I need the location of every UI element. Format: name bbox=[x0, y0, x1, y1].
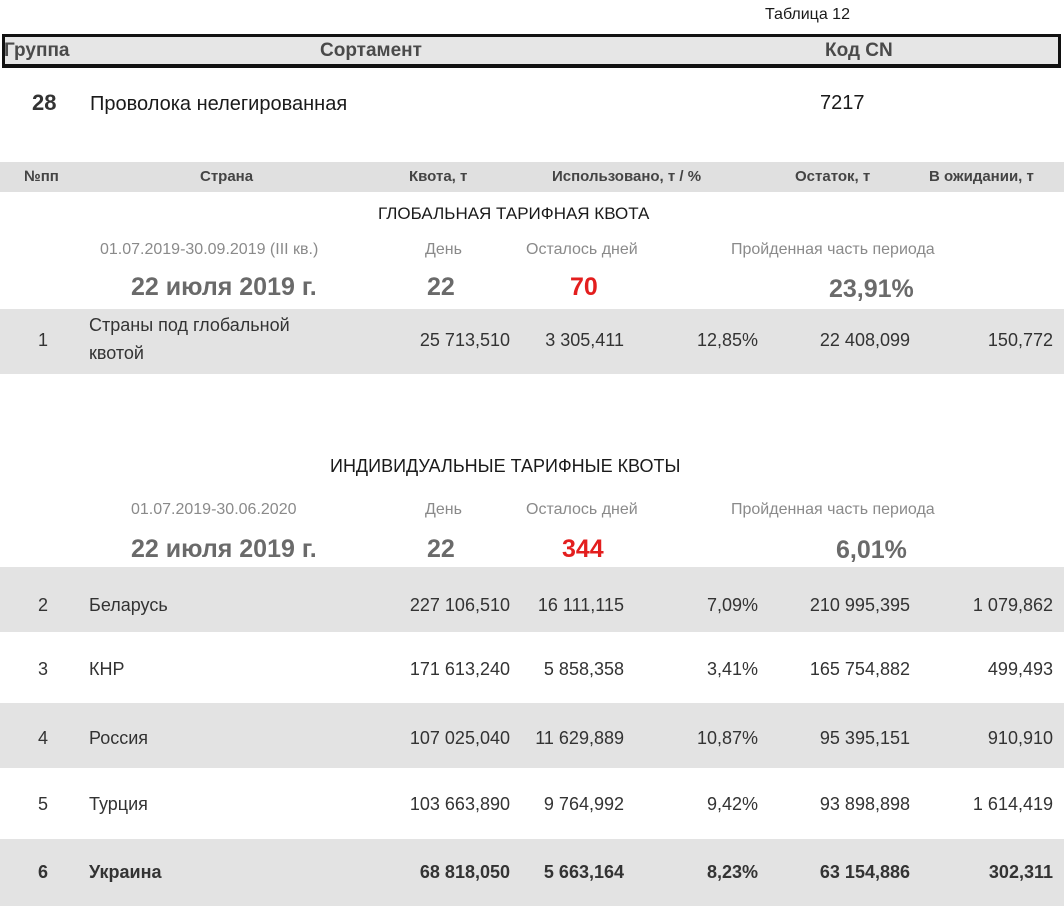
individual-date: 22 июля 2019 г. bbox=[131, 535, 317, 563]
row-pct: 7,09% bbox=[706, 595, 758, 615]
assortment-header: Сортамент bbox=[320, 40, 422, 61]
column-header-row bbox=[0, 162, 1064, 192]
row-rest: 93 898,898 bbox=[819, 794, 910, 814]
row-no: 1 bbox=[38, 330, 49, 350]
row-no: 6 bbox=[38, 862, 49, 882]
individual-day-label: День bbox=[425, 501, 462, 518]
row-rest: 22 408,099 bbox=[819, 330, 910, 350]
row-rest: 95 395,151 bbox=[819, 728, 910, 748]
row-quota: 25 713,510 bbox=[419, 330, 510, 350]
row-pct: 9,42% bbox=[706, 794, 758, 814]
individual-passed: 6,01% bbox=[836, 536, 907, 564]
row-pct: 10,87% bbox=[696, 728, 758, 748]
individual-days-left-label: Осталось дней bbox=[526, 501, 638, 518]
individual-period: 01.07.2019-30.06.2020 bbox=[131, 501, 297, 518]
table-row bbox=[0, 703, 1064, 768]
row-country: КНР bbox=[89, 659, 125, 679]
row-pending: 1 614,419 bbox=[972, 794, 1053, 814]
col-pending: В ожидании, т bbox=[929, 168, 1034, 185]
global-days-left-label: Осталось дней bbox=[526, 241, 638, 258]
row-no: 2 bbox=[38, 595, 49, 615]
table-row bbox=[0, 309, 1064, 374]
row-used: 9 764,992 bbox=[543, 794, 624, 814]
row-used: 3 305,411 bbox=[545, 330, 624, 350]
table-header-bar bbox=[2, 34, 1061, 68]
col-no: №пп bbox=[24, 168, 59, 185]
global-day: 22 bbox=[427, 273, 455, 301]
individual-passed-label: Пройденная часть периода bbox=[731, 501, 935, 518]
table-row bbox=[0, 567, 1064, 632]
row-quota: 107 025,040 bbox=[409, 728, 510, 748]
table-row bbox=[0, 634, 1064, 699]
row-country: Россия bbox=[89, 728, 149, 748]
individual-quota-title: ИНДИВИДУАЛЬНЫЕ ТАРИФНЫЕ КВОТЫ bbox=[330, 456, 681, 476]
row-no: 3 bbox=[38, 659, 49, 679]
table-number-label: Таблица 12 bbox=[765, 6, 850, 23]
global-date: 22 июля 2019 г. bbox=[131, 273, 317, 301]
row-pct: 12,85% bbox=[696, 330, 758, 350]
row-rest: 165 754,882 bbox=[809, 659, 910, 679]
row-no: 5 bbox=[38, 794, 49, 814]
product-name: Проволока нелегированная bbox=[90, 93, 348, 115]
group-number: 28 bbox=[32, 90, 57, 115]
row-used: 11 629,889 bbox=[535, 728, 624, 748]
row-country: Украина bbox=[89, 862, 162, 882]
cn-code-value: 7217 bbox=[820, 92, 865, 114]
global-passed: 23,91% bbox=[829, 275, 914, 303]
col-quota: Квота, т bbox=[409, 168, 468, 185]
global-quota-title: ГЛОБАЛЬНАЯ ТАРИФНАЯ КВОТА bbox=[378, 204, 650, 223]
global-passed-label: Пройденная часть периода bbox=[731, 241, 935, 258]
row-pending: 910,910 bbox=[987, 728, 1053, 748]
col-rest: Остаток, т bbox=[795, 168, 871, 185]
row-country-line2: квотой bbox=[89, 343, 144, 363]
row-pct: 3,41% bbox=[706, 659, 758, 679]
table-row bbox=[0, 771, 1064, 836]
individual-days-left: 344 bbox=[562, 535, 604, 563]
global-day-label: День bbox=[425, 241, 462, 258]
row-no: 4 bbox=[38, 728, 49, 748]
row-pending: 150,772 bbox=[987, 330, 1053, 350]
cn-code-header: Код CN bbox=[825, 40, 893, 61]
table-row bbox=[0, 839, 1064, 906]
col-country: Страна bbox=[200, 168, 254, 185]
row-country: Страны под глобальной bbox=[89, 315, 290, 335]
row-used: 16 111,115 bbox=[537, 595, 624, 615]
row-pct: 8,23% bbox=[706, 862, 758, 882]
row-rest: 210 995,395 bbox=[809, 595, 910, 615]
row-pending: 1 079,862 bbox=[972, 595, 1053, 615]
global-period: 01.07.2019-30.09.2019 (III кв.) bbox=[100, 241, 319, 258]
row-rest: 63 154,886 bbox=[819, 862, 910, 882]
row-pending: 499,493 bbox=[987, 659, 1053, 679]
row-pending: 302,311 bbox=[988, 862, 1053, 882]
row-quota: 171 613,240 bbox=[409, 659, 510, 679]
row-quota: 103 663,890 bbox=[409, 794, 510, 814]
individual-day: 22 bbox=[427, 535, 455, 563]
row-country: Беларусь bbox=[89, 595, 168, 615]
row-used: 5 858,358 bbox=[543, 659, 624, 679]
row-quota: 68 818,050 bbox=[419, 862, 510, 882]
col-used: Использовано, т / % bbox=[552, 168, 702, 185]
row-used: 5 663,164 bbox=[543, 862, 624, 882]
row-quota: 227 106,510 bbox=[409, 595, 510, 615]
row-country: Турция bbox=[89, 794, 148, 814]
global-days-left: 70 bbox=[570, 273, 598, 301]
group-header: Группа bbox=[4, 40, 70, 61]
